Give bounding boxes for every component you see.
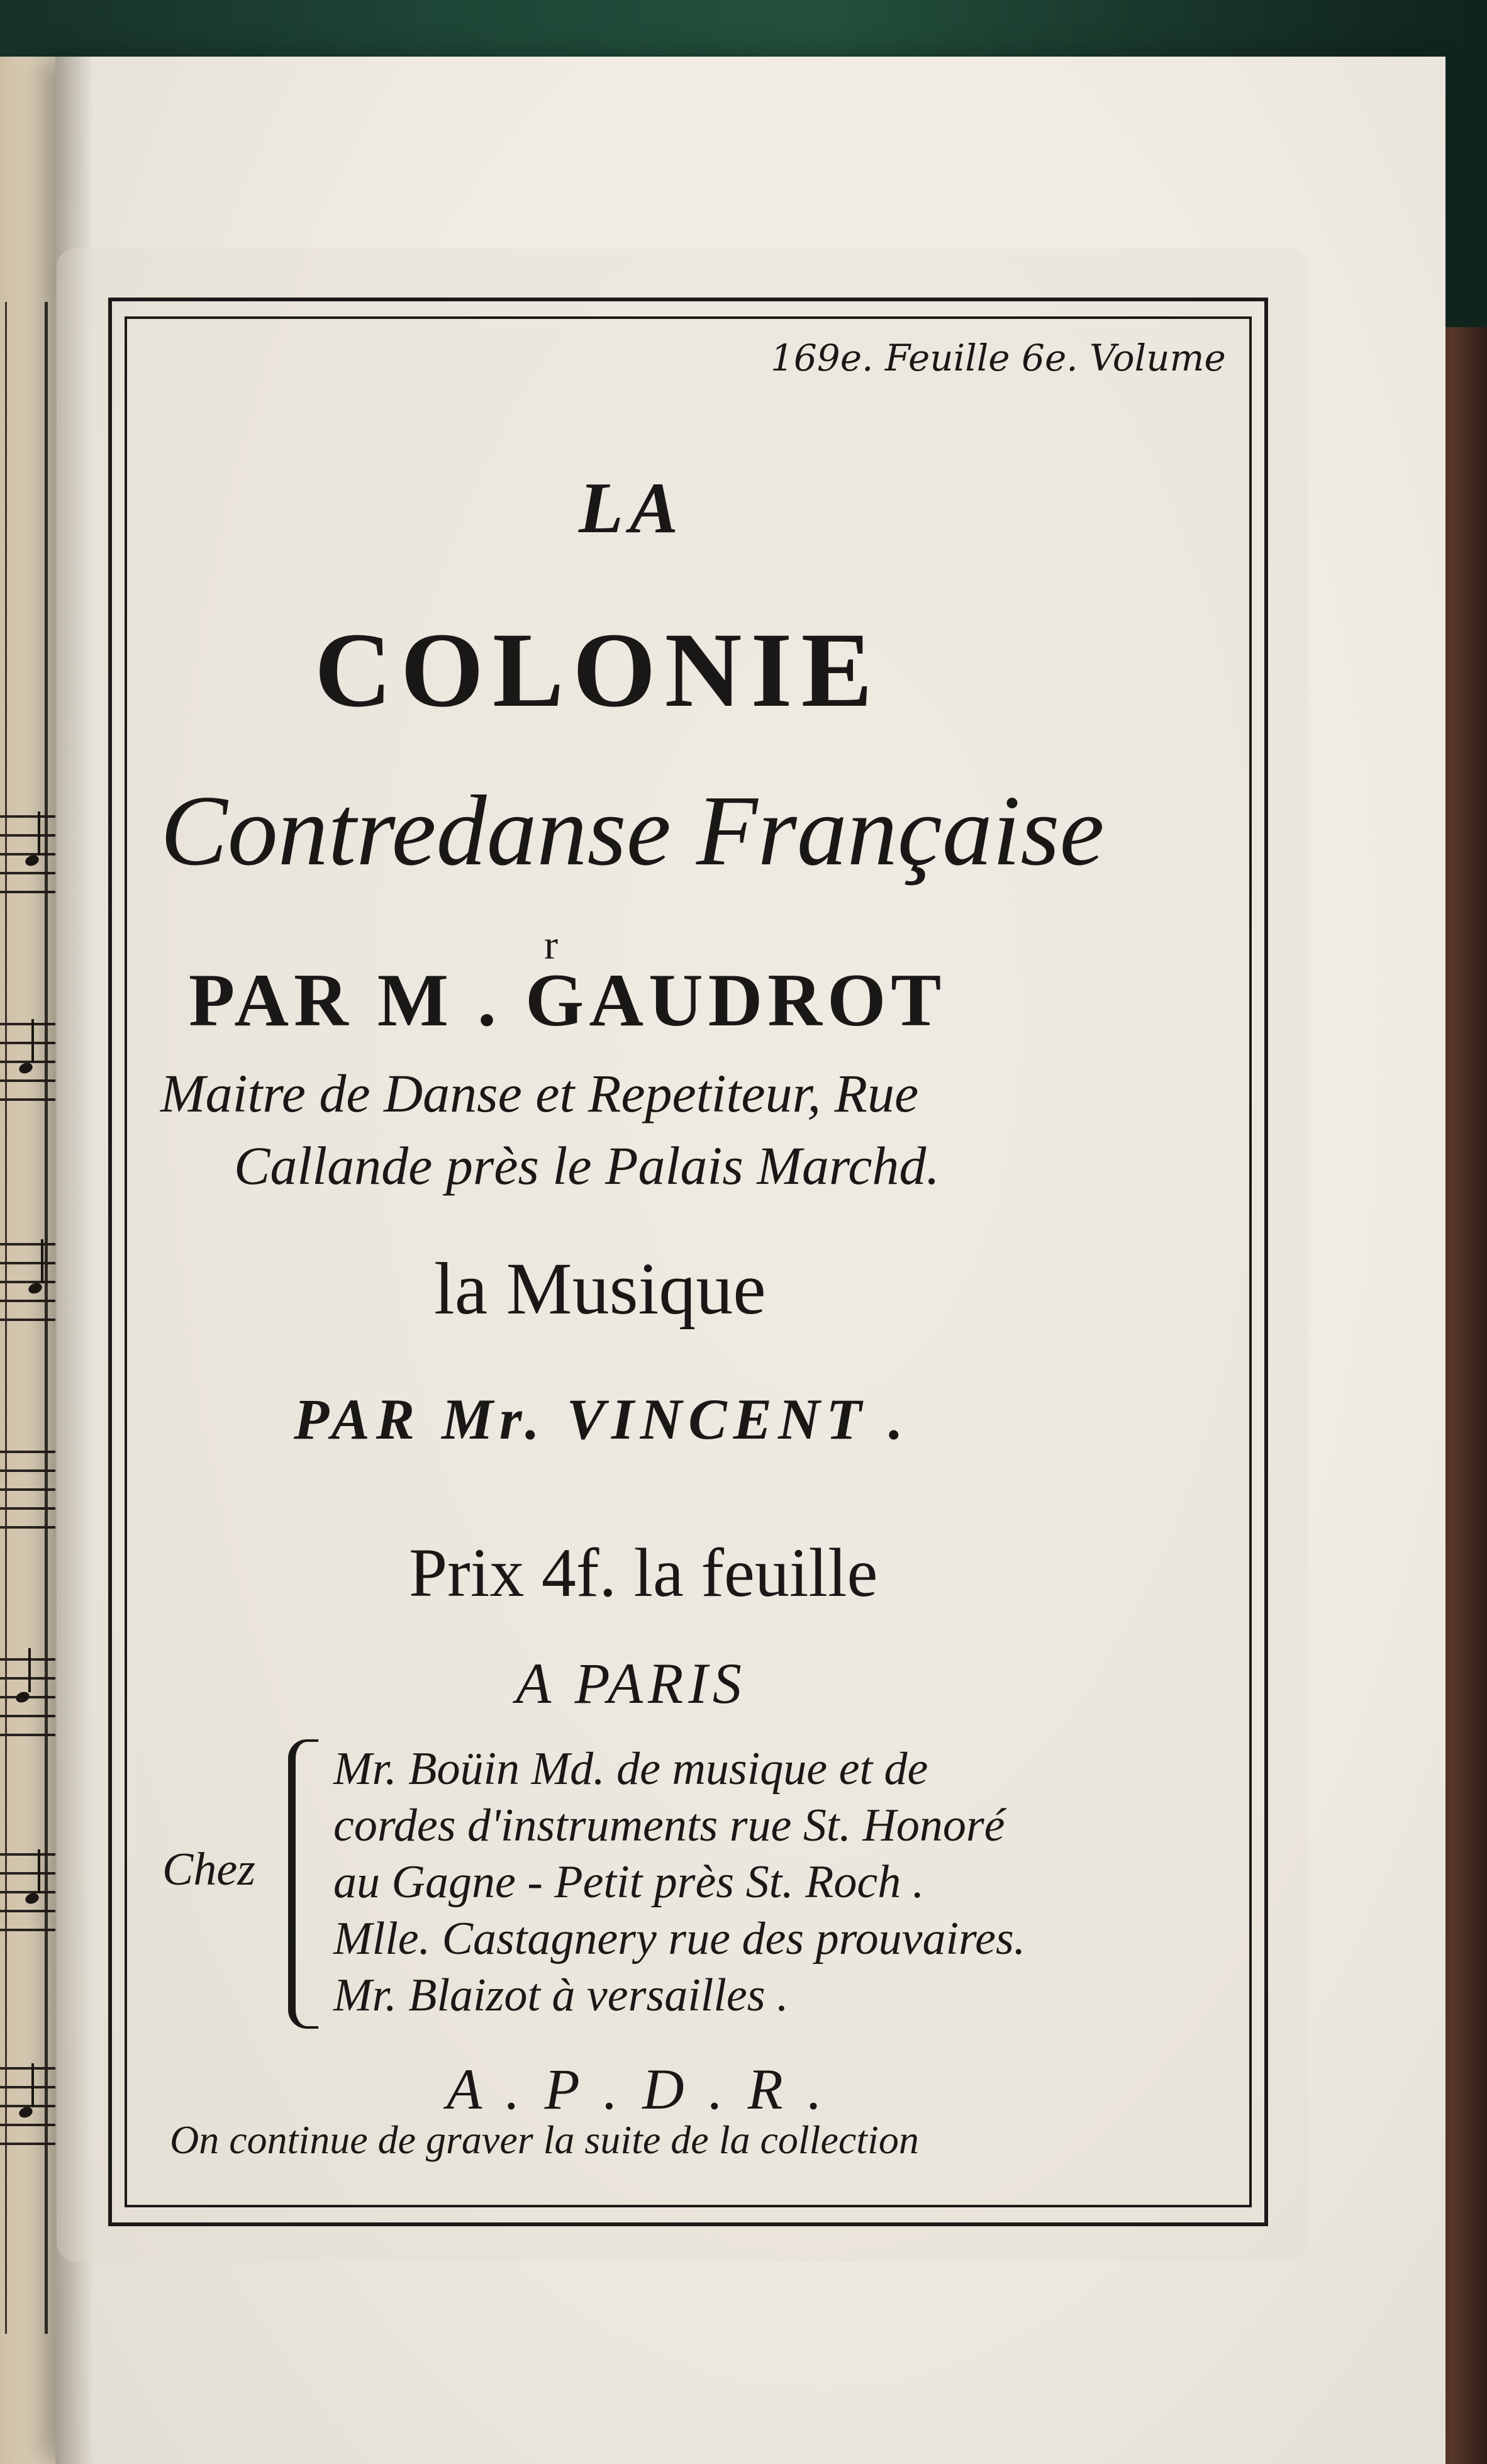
author-title-superscript: r <box>544 922 558 968</box>
volume-label: 169e. Feuille 6e. Volume <box>771 337 1226 379</box>
music-note-stem <box>38 811 40 856</box>
city-line: A PARIS <box>516 1651 747 1715</box>
seller-line: cordes d'instruments rue St. Honoré <box>333 1800 1005 1851</box>
subtitle: Contredanse Française <box>160 774 1105 886</box>
seller-line: au Gagne - Petit près St. Roch . <box>333 1856 925 1908</box>
music-note-stem <box>28 1648 31 1692</box>
music-note-stem <box>41 1239 43 1283</box>
author-description-line-2: Callande près le Palais Marchd. <box>234 1135 940 1196</box>
music-note-stem <box>38 1849 40 1893</box>
music-note-stem <box>31 2063 34 2107</box>
composer-line: PAR Mr. VINCENT . <box>294 1387 910 1451</box>
sellers-chez-label: Chez <box>162 1844 255 1895</box>
author-line: PAR M . GAUDROT <box>189 958 947 1042</box>
sellers-brace <box>288 1739 318 2029</box>
title-article: LA <box>579 468 685 549</box>
privilege-line: A . P . D . R . <box>447 2057 827 2121</box>
author-description-line-1: Maitre de Danse et Repetiteur, Rue <box>160 1063 919 1123</box>
price-line: Prix 4f. la feuille <box>409 1534 878 1611</box>
music-label: la Musique <box>434 1247 766 1330</box>
seller-line: Mr. Blaizot à versailles . <box>333 1970 789 2021</box>
main-title: COLONIE <box>315 611 881 729</box>
seller-line: Mr. Boüin Md. de musique et de <box>333 1743 928 1795</box>
footer-note: On continue de graver la suite de la collection <box>170 2117 919 2162</box>
seller-line: Mlle. Castagnery rue des prouvaires. <box>333 1913 1026 1965</box>
music-note-stem <box>31 1019 34 1063</box>
